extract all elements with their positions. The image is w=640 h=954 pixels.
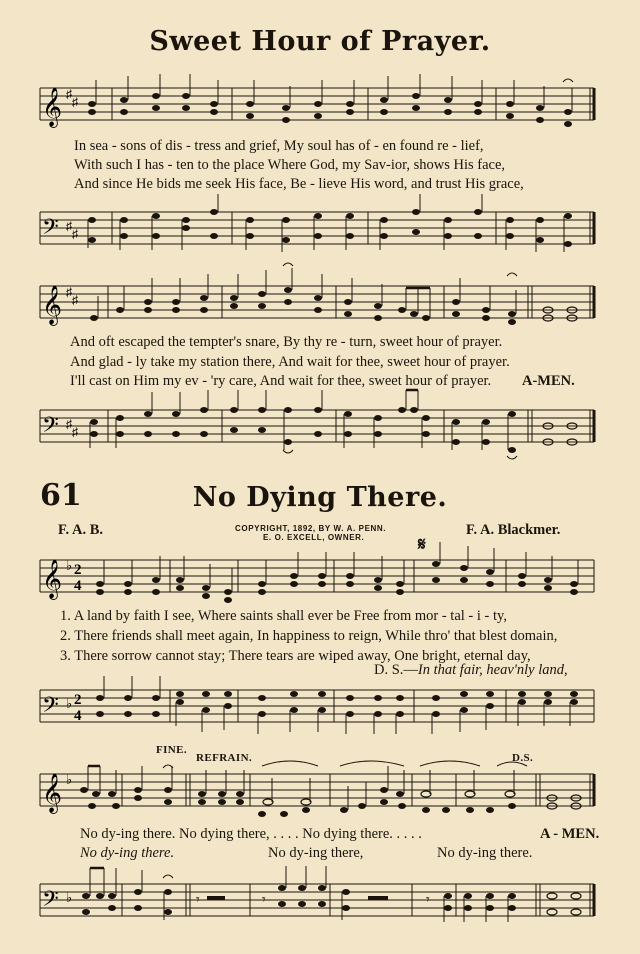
bass-staff xyxy=(0,406,640,456)
echo-lyric: No dy-ing there. xyxy=(437,845,533,861)
treble-staff xyxy=(0,770,640,820)
hymn-title: No Dying There. xyxy=(192,482,448,513)
lyric-line: And oft escaped the tempter's snare, By thy re - turn, sweet hour of prayer. xyxy=(70,334,503,350)
verse-line: 2. There friends shall meet again, In happiness to reign, While thro' that blest domain, xyxy=(60,628,558,644)
svg-text:♯: ♯ xyxy=(66,285,72,299)
lyric-line: And since He bids me seek His face, Be - lieve His word, and trust His grace, xyxy=(74,176,524,192)
svg-text:𝄢: 𝄢 xyxy=(42,215,59,245)
svg-text:𝄞: 𝄞 xyxy=(42,559,63,599)
svg-text:♭: ♭ xyxy=(66,558,73,573)
svg-text:♯: ♯ xyxy=(66,87,72,101)
svg-text:𝄾: 𝄾 xyxy=(262,893,266,908)
refrain-marker: REFRAIN. xyxy=(196,752,253,764)
refrain-lyric-line: No dy-ing there. No dying there, . . . . No dying there. . . . . xyxy=(80,826,422,842)
svg-text:𝄞: 𝄞 xyxy=(42,285,63,325)
echo-lyric: No dy-ing there. xyxy=(80,845,175,861)
hymn-number: 61 xyxy=(40,478,82,513)
ds-line xyxy=(374,662,568,679)
bass-staff xyxy=(0,686,640,736)
svg-text:♯: ♯ xyxy=(66,219,72,233)
bass-staff xyxy=(0,880,640,930)
segno-icon: 𝄋 xyxy=(418,534,426,555)
svg-text:♭: ♭ xyxy=(66,772,73,787)
svg-text:2: 2 xyxy=(74,562,82,578)
echo-lyric: No dy-ing there, xyxy=(268,845,364,861)
verse-line: 3. There sorrow cannot stay; There tears are wiped away, One bright, eternal day, xyxy=(60,648,531,664)
svg-text:2: 2 xyxy=(74,692,82,708)
svg-text:♯: ♯ xyxy=(72,425,78,439)
svg-text:♯: ♯ xyxy=(66,417,72,431)
lyric-line: And glad - ly take my station there, And wait for thee, sweet hour of prayer. xyxy=(70,354,510,370)
svg-text:𝄢: 𝄢 xyxy=(42,413,59,443)
fine-marker: FINE. xyxy=(156,744,188,756)
bass-staff xyxy=(0,208,640,258)
copyright-line: E. O. EXCELL, OWNER. xyxy=(263,533,365,542)
svg-text:𝄢: 𝄢 xyxy=(42,887,59,917)
svg-text:4: 4 xyxy=(74,708,82,724)
lyric-line: With such I has - ten to the place Where God, my Sav-ior, shows His face, xyxy=(74,157,506,173)
ds-line-text: In that fair, heav'nly land, xyxy=(417,662,568,678)
composer-credit: F. A. Blackmer. xyxy=(466,522,561,538)
amen-label: A-MEN. xyxy=(522,373,575,389)
treble-staff xyxy=(0,556,640,606)
ds-line-label: D. S.— xyxy=(374,662,418,678)
treble-staff xyxy=(0,282,640,332)
svg-text:𝄢: 𝄢 xyxy=(42,693,59,723)
svg-text:♭: ♭ xyxy=(66,696,73,711)
svg-text:♯: ♯ xyxy=(72,95,78,109)
hymn-title: Sweet Hour of Prayer. xyxy=(149,26,491,57)
svg-text:♯: ♯ xyxy=(72,227,78,241)
svg-text:♭: ♭ xyxy=(66,890,73,905)
svg-text:𝄞: 𝄞 xyxy=(42,773,63,813)
svg-text:𝄾: 𝄾 xyxy=(426,893,430,908)
svg-text:𝄾: 𝄾 xyxy=(196,893,200,908)
svg-text:♯: ♯ xyxy=(72,293,78,307)
amen-label: A - MEN. xyxy=(540,826,600,842)
author-credit: F. A. B. xyxy=(58,522,103,538)
treble-staff xyxy=(0,84,640,134)
svg-text:𝄞: 𝄞 xyxy=(42,87,63,127)
verse-line: 1. A land by faith I see, Where saints shall ever be Free from mor - tal - i - ty, xyxy=(60,608,507,624)
lyric-line: I'll cast on Him my ev - 'ry care, And wait for thee, sweet hour of prayer. xyxy=(70,373,492,389)
lyric-line: In sea - sons of dis - tress and grief, My soul has of - en found re - lief, xyxy=(74,138,484,154)
ds-marker: D.S. xyxy=(512,752,534,764)
svg-text:4: 4 xyxy=(74,578,82,594)
copyright-line: COPYRIGHT, 1892, BY W. A. PENN. xyxy=(235,524,387,533)
